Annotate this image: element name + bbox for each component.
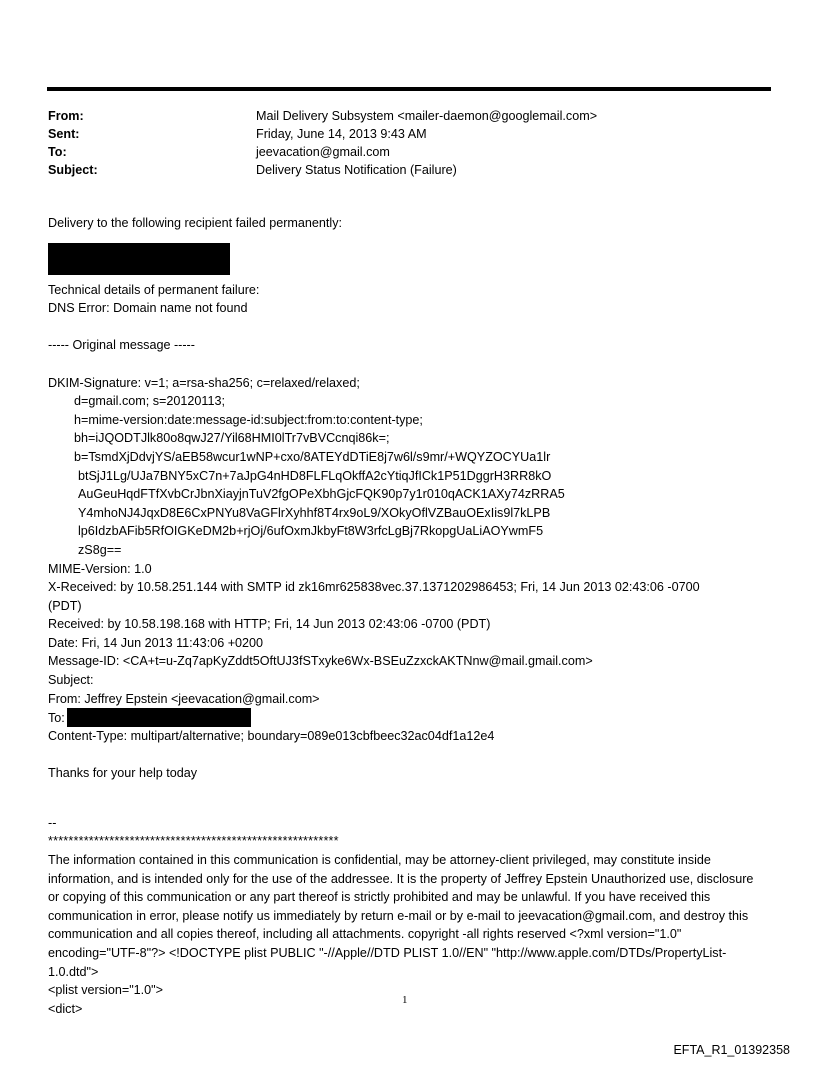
subject-label: Subject: <box>48 163 98 177</box>
email-header <box>48 107 748 179</box>
subject-value: Delivery Status Notification (Failure) <box>256 163 457 177</box>
dkim-line: b=TsmdXjDdvjYS/aEB58wcur1wNP+cxo/8ATEYdDTiE8j7w6l/s9mr/+WQYZOCYUa1lr <box>74 449 551 464</box>
to-row <box>48 143 748 161</box>
dkim-line: DKIM-Signature: v=1; a=rsa-sha256; c=relaxed/relaxed; <box>48 375 360 390</box>
disclaimer: The information contained in this communication is confidential, may be attorney-client privileged, may constitute inside information, and is intended only for the use of the addressee. It is the property of Jeffrey Epstein Unauthorized use, disclosure or copying of this communication or any part thereof is strictly prohibited and may be unlawful. If you have received this communication in error, please notify us immediately by return e-mail or by e-mail to jeevacation@gmail.com, and destroy this communication and all copies thereof, including all attachments. copyright -all rights reserved <?xml version="1.0" encoding="UTF-8"?> <!DOCTYPE plist PUBLIC "-//Apple//DTD PLIST 1.0//EN" "http://www.apple.com/DTDs/PropertyList-1.0.dtd"> <box>48 853 754 979</box>
sent-label: Sent: <box>48 127 80 141</box>
plist-line: <plist version="1.0"> <box>48 983 164 998</box>
message-id: Message-ID: <CA+t=u-Zq7apKyZddt5OftUJ3fSTxyke6Wx-BSEuZzxckAKTNnw@mail.gmail.com> <box>48 654 593 669</box>
dkim-cont-line: btSjJ1Lg/UJa7BNY5xC7n+7aJpG4nHD8FLFLqOkffA2cYtiqJfICk1P51DggrH3RR8kO <box>78 468 552 483</box>
dkim-cont-line: zS8g== <box>78 542 122 557</box>
received: Received: by 10.58.198.168 with HTTP; Fri, 14 Jun 2013 02:43:06 -0700 (PDT) <box>48 617 491 632</box>
orig-subject: Subject: <box>48 673 94 688</box>
dns-error: DNS Error: Domain name not found <box>48 301 248 316</box>
subject-row <box>48 161 748 179</box>
dkim-cont-line: Y4mhoNJ4JqxD8E6CxPNYu8VaGFlrXyhhf8T4rx9oL9/XOkyOflVZBauOExIis9l7kLPB <box>78 505 551 520</box>
document-id: EFTA_R1_01392358 <box>673 1043 790 1057</box>
content-type: Content-Type: multipart/alternative; boundary=089e013cbfbeec32ac04df1a12e4 <box>48 728 495 743</box>
x-received: X-Received: by 10.58.251.144 with SMTP id zk16mr625838vec.37.1371202986453; Fri, 14 Jun 2013 02:43:06 -0700 <box>48 580 700 595</box>
mime-version: MIME-Version: 1.0 <box>48 561 152 576</box>
failed-intro: Delivery to the following recipient failed permanently: <box>48 216 343 230</box>
from-value: Mail Delivery Subsystem <mailer-daemon@googlemail.com> <box>256 109 598 123</box>
dict-line: <dict> <box>48 1001 83 1016</box>
redacted-to <box>67 708 251 727</box>
sent-value: Friday, June 14, 2013 9:43 AM <box>256 127 427 141</box>
dkim-cont-line: AuGeuHqdFTfXvbCrJbnXiayjnTuV2fgOPeXbhGjcFQK90p7y1r010qACK1AXy74zRRA5 <box>78 487 565 502</box>
orig-from: From: Jeffrey Epstein <jeevacation@gmail.com> <box>48 691 320 706</box>
signature-dash: -- <box>48 815 57 830</box>
email-body <box>48 214 768 1018</box>
x-received-pdt: (PDT) <box>48 598 82 613</box>
header-rule <box>47 87 771 91</box>
from-label: From: <box>48 109 84 123</box>
tech-details: Technical details of permanent failure: <box>48 282 260 297</box>
to-value: jeevacation@gmail.com <box>256 145 390 159</box>
thanks-message: Thanks for your help today <box>48 766 198 781</box>
orig-to-row <box>48 708 768 727</box>
from-row <box>48 107 748 125</box>
stars-separator: ********************************************************* <box>48 834 339 849</box>
page-number: 1 <box>402 994 408 1006</box>
dkim-line: d=gmail.com; s=20120113; <box>74 394 225 409</box>
to-label: To: <box>48 145 67 159</box>
dkim-cont-line: lp6IdzbAFib5RfOIGKeDM2b+rjOj/6ufOxmJkbyFt8W3rfcLgBj7RkopgUaLiAOYwmF5 <box>78 524 544 539</box>
dkim-line: bh=iJQODTJlk80o8qwJ27/Yil68HMI0lTr7vBVCcnqi86k=; <box>74 431 390 446</box>
original-marker: ----- Original message ----- <box>48 338 195 353</box>
orig-to: To: <box>48 711 65 726</box>
dkim-line: h=mime-version:date:message-id:subject:from:to:content-type; <box>74 412 423 427</box>
date: Date: Fri, 14 Jun 2013 11:43:06 +0200 <box>48 635 264 650</box>
sent-row <box>48 125 748 143</box>
redacted-recipient <box>48 243 230 275</box>
